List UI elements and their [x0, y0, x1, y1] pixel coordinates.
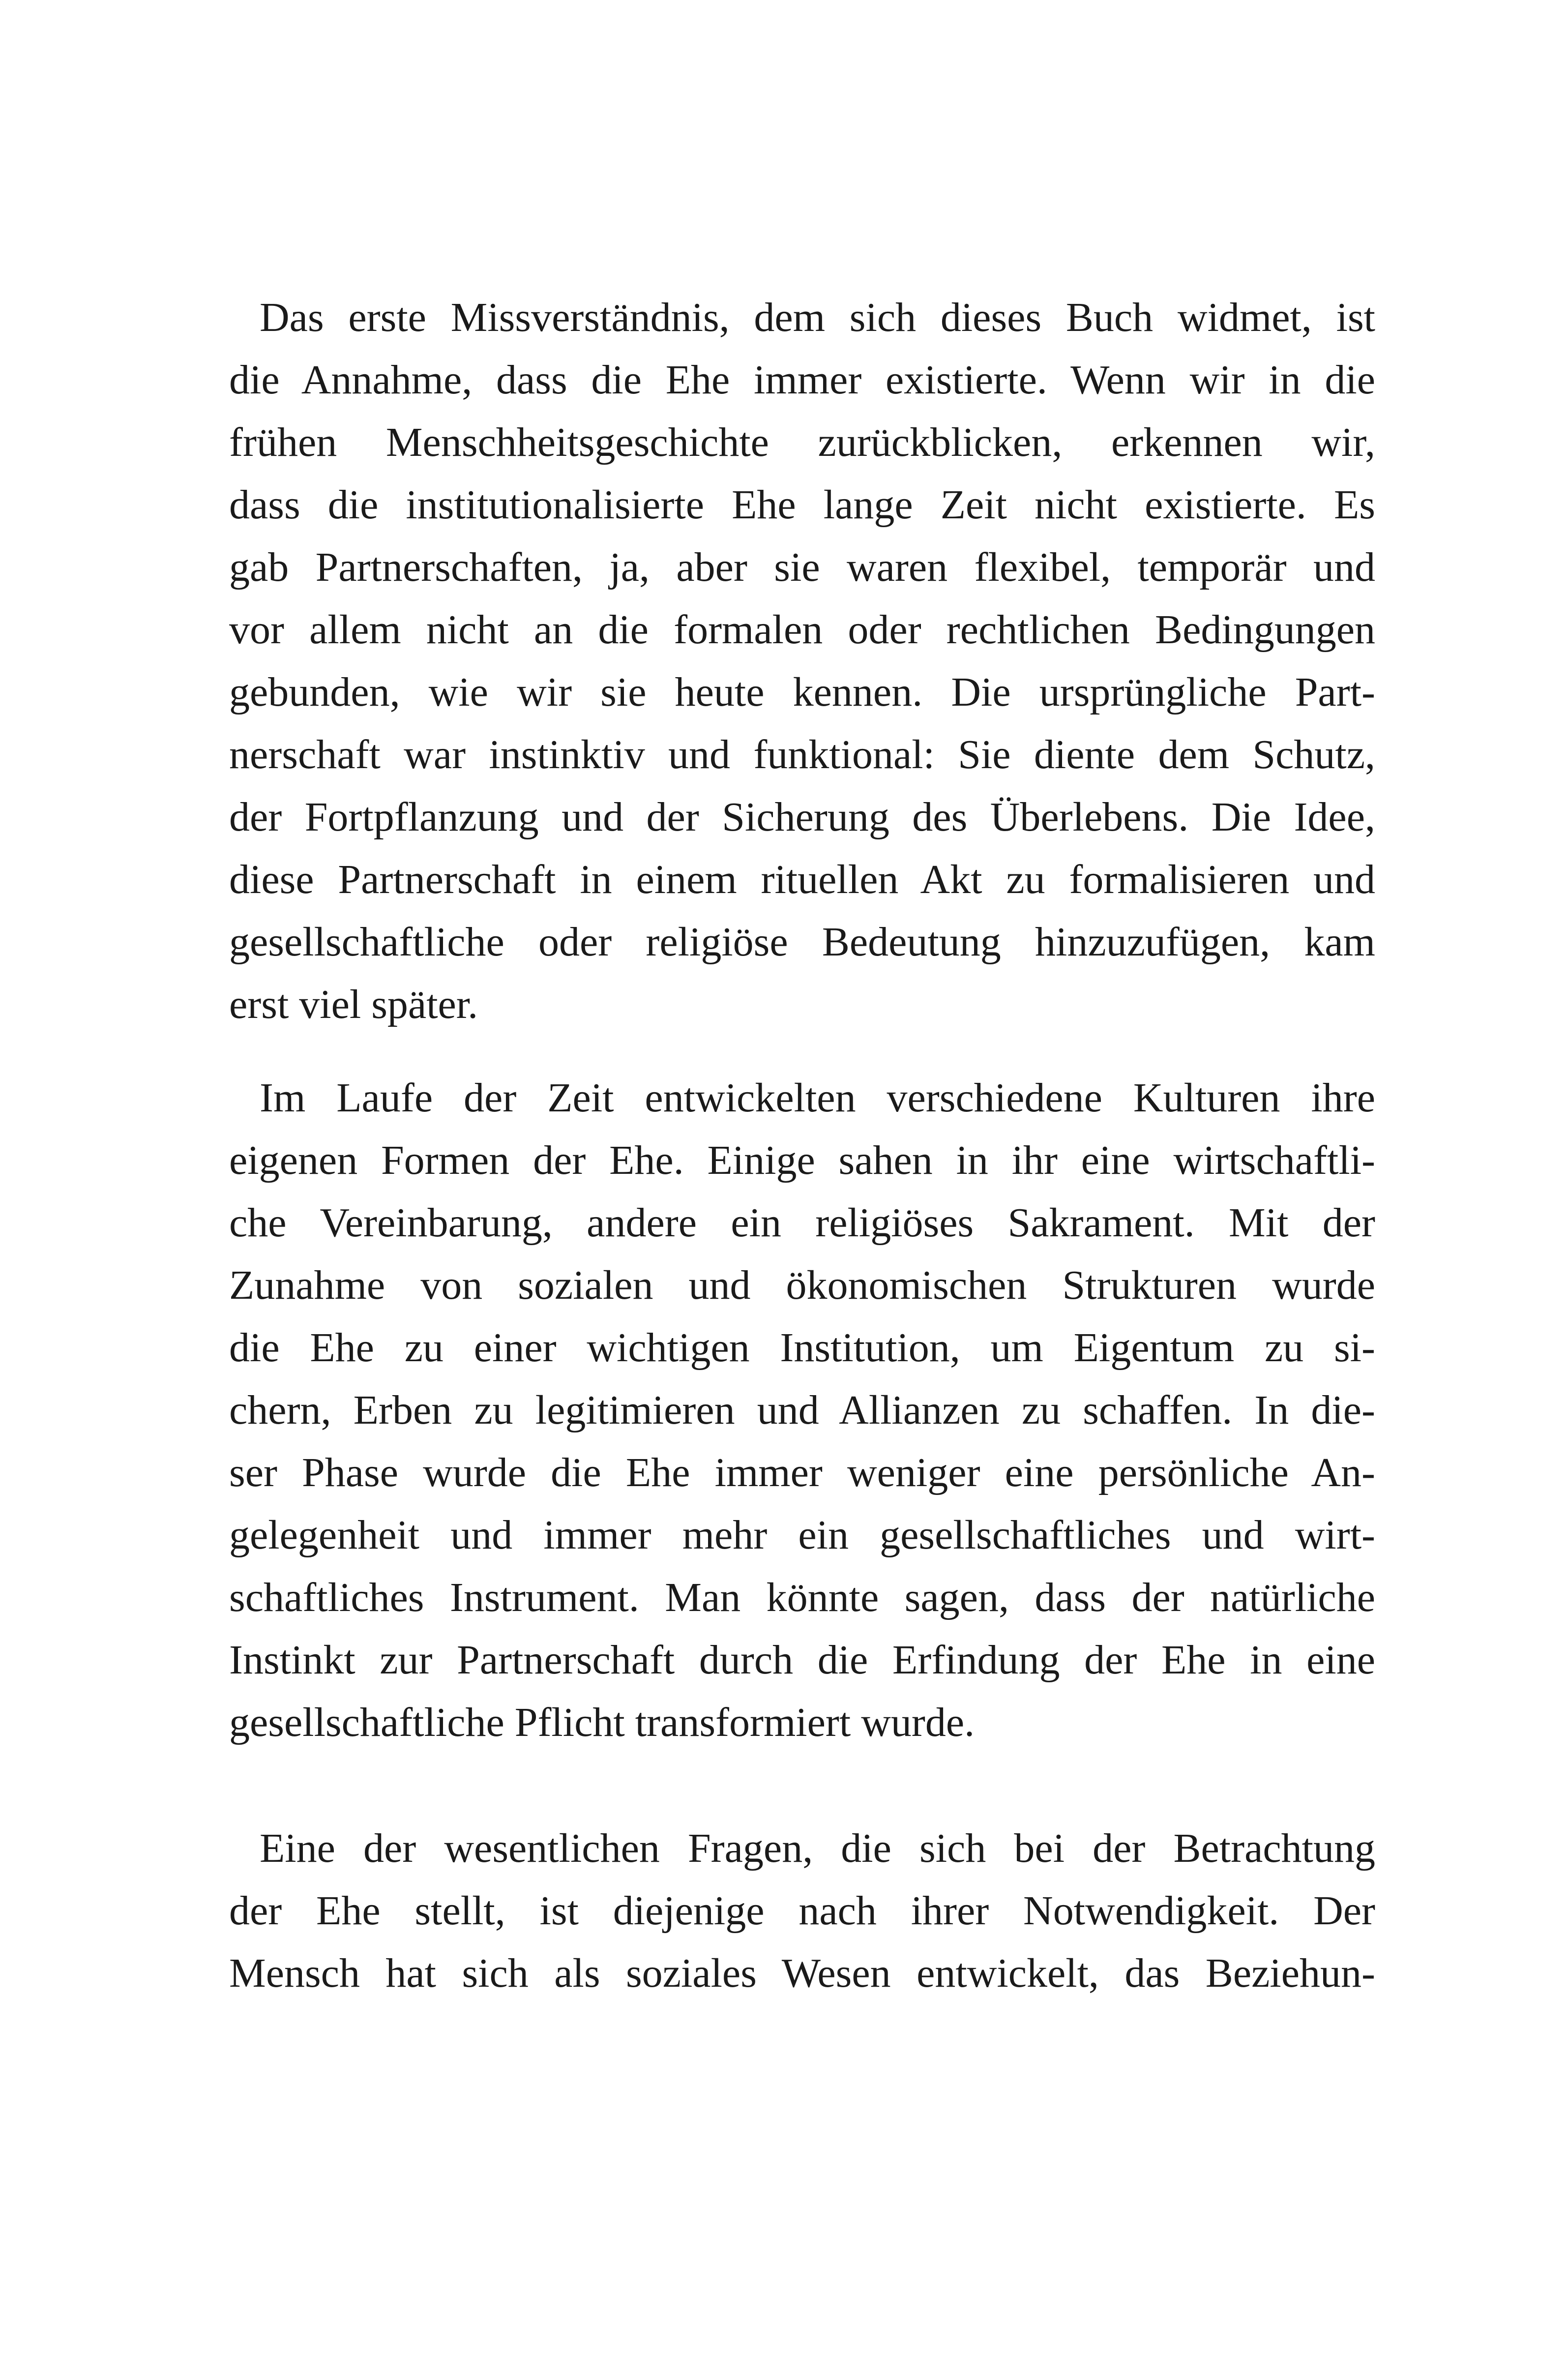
paragraph-line: der Ehe stellt, ist diejenige nach ihrer Notwendigkeit. Der	[229, 1888, 1375, 1934]
paragraph-line: schaftliches Instrument. Man könnte sagen, dass der natürliche	[229, 1575, 1375, 1620]
paragraph-line: gab Partnerschaften, ja, aber sie waren flexibel, temporär und	[229, 544, 1375, 590]
paragraph-line: diese Partnerschaft in einem rituellen Akt zu formalisieren und	[229, 857, 1375, 902]
paragraph-2	[229, 1067, 1375, 1754]
paragraph-line: Mensch hat sich als soziales Wesen entwickelt, das Beziehun-	[229, 1950, 1375, 1996]
paragraph-line: Eine der wesentlichen Fragen, die sich bei der Betrachtung	[260, 1825, 1375, 1871]
paragraph-line: Das erste Missverständnis, dem sich dieses Buch widmet, ist	[260, 295, 1375, 340]
paragraph-line: che Vereinbarung, andere ein religiöses Sakrament. Mit der	[229, 1200, 1375, 1246]
paragraph-line: vor allem nicht an die formalen oder rechtlichen Bedingungen	[229, 607, 1375, 653]
paragraph-line: erst viel später.	[229, 982, 478, 1027]
paragraph-line: gelegenheit und immer mehr ein gesellschaftliches und wirt-	[229, 1512, 1375, 1558]
paragraph-line: frühen Menschheitsgeschichte zurückblicken, erkennen wir,	[229, 419, 1375, 465]
paragraph-1	[229, 286, 1375, 1036]
paragraph-line: die Ehe zu einer wichtigen Institution, um Eigentum zu si-	[229, 1325, 1375, 1371]
paragraph-line: nerschaft war instinktiv und funktional: Sie diente dem Schutz,	[229, 732, 1375, 777]
paragraph-line: dass die institutionalisierte Ehe lange Zeit nicht existierte. Es	[229, 482, 1375, 528]
paragraph-line: ser Phase wurde die Ehe immer weniger eine persönliche An-	[229, 1450, 1375, 1495]
paragraph-3	[229, 1817, 1375, 2004]
paragraph-line: gebunden, wie wir sie heute kennen. Die ursprüngliche Part-	[229, 669, 1375, 715]
paragraph-line: eigenen Formen der Ehe. Einige sahen in ihr eine wirtschaftli-	[229, 1137, 1375, 1183]
paragraph-line: gesellschaftliche oder religiöse Bedeutung hinzuzufügen, kam	[229, 919, 1375, 965]
paragraph-line: die Annahme, dass die Ehe immer existierte. Wenn wir in die	[229, 357, 1375, 403]
paragraph-line: gesellschaftliche Pflicht transformiert wurde.	[229, 1700, 975, 1745]
paragraph-line: der Fortpflanzung und der Sicherung des Überlebens. Die Idee,	[229, 794, 1375, 840]
paragraph-line: Instinkt zur Partnerschaft durch die Erfindung der Ehe in eine	[229, 1637, 1375, 1683]
paragraph-line: chern, Erben zu legitimieren und Allianzen zu schaffen. In die-	[229, 1387, 1375, 1433]
paragraph-line: Im Laufe der Zeit entwickelten verschiedene Kulturen ihre	[260, 1075, 1375, 1121]
paragraph-line: Zunahme von sozialen und ökonomischen Strukturen wurde	[229, 1262, 1375, 1308]
